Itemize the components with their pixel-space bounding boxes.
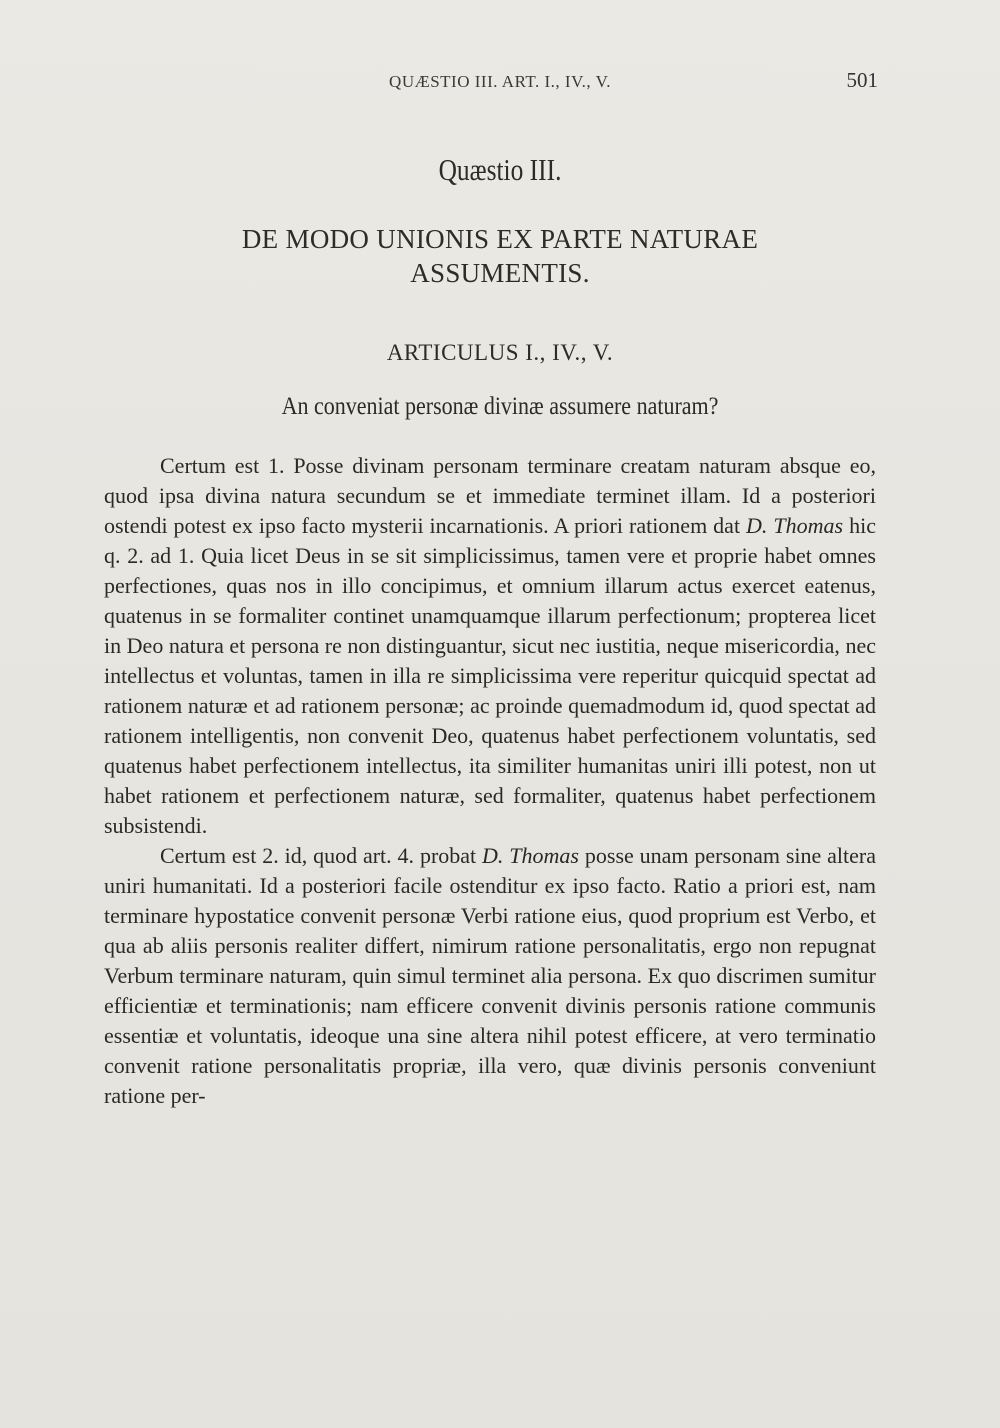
paragraph-2-text-b: posse unam personam sine altera uniri humanitati. Id a posteriori facile ostenditur ex ipso facto. Ratio a priori est, nam terminare hypostatice convenit personæ Verbi ratione eius, quod proprium est Verbo, et qua ab aliis personis realiter differt, nimirum ratione personalitatis, ergo non repugnat Verbum terminare naturam, quin simul terminet alia persona. Ex quo discrimen sumitur efficientiæ et terminationis; nam efficere convenit divinis personis ratione communis essentiæ et voluntatis, ideoque una sine altera nihil potest efficere, at vero terminatio convenit ratione personalitatis propriæ, illa vero, quæ divinis personis conveniunt ratione per- [104,843,877,1108]
question-heading: DE MODO UNIONIS EX PARTE NATURAE ASSUMENTIS. [241,224,759,288]
paragraph-1 [104,451,876,841]
paragraph-2-text-a: Certum est 2. id, quod art. 4. probat [160,843,483,868]
running-head [0,64,1000,94]
paragraph-1-text-b: hic q. 2. ad 1. Quia licet Deus in se sit simplicissimus, tamen vere et proprie habet omnes perfectiones, quas nos in illo concipimus, et omnium illarum actus exercet eatenus, quatenus in se formaliter continet unamquamque illarum perfectionum; propterea licet in Deo natura et persona re non distinguantur, sicut nec iustitia, neque misericordia, nec intellectus et voluntas, tamen in illa re simplicissima vere reperitur quicquid spectat ad rationem naturæ et ad rationem personæ; ac proinde quemadmodum id, quod spectat ad rationem intelligentis, non convenit Deo, quatenus habet perfectionem voluntatis, sed quatenus habet perfectionem intellectus, ita similiter humanitas uniri illi potest, non ut habet rationem et perfectionem naturæ, sed formaliter, quatenus habet perfectionem subsistendi. [104,513,876,838]
question-title: Quæstio III. [438,152,562,187]
paragraph-1-text-a: Certum est 1. Posse divinam personam terminare creatam naturam absque eo, quod ipsa divina natura secundum se et immediate terminet illam. Id a posteriori ostendi potest ex ipso facto mysterii incarnationis. A priori rationem dat [104,453,876,538]
body-text [104,451,876,1111]
running-title: QUÆSTIO III. ART. I., IV., V. [389,72,611,91]
page-number: 501 [846,68,878,92]
author-name: D. Thomas [746,513,844,538]
article-question: An conveniat personæ divinæ assumere naturam? [281,393,719,420]
author-name: D. Thomas [482,843,579,868]
paragraph-2 [104,841,876,1111]
article-heading: ARTICULUS I., IV., V. [386,340,614,365]
